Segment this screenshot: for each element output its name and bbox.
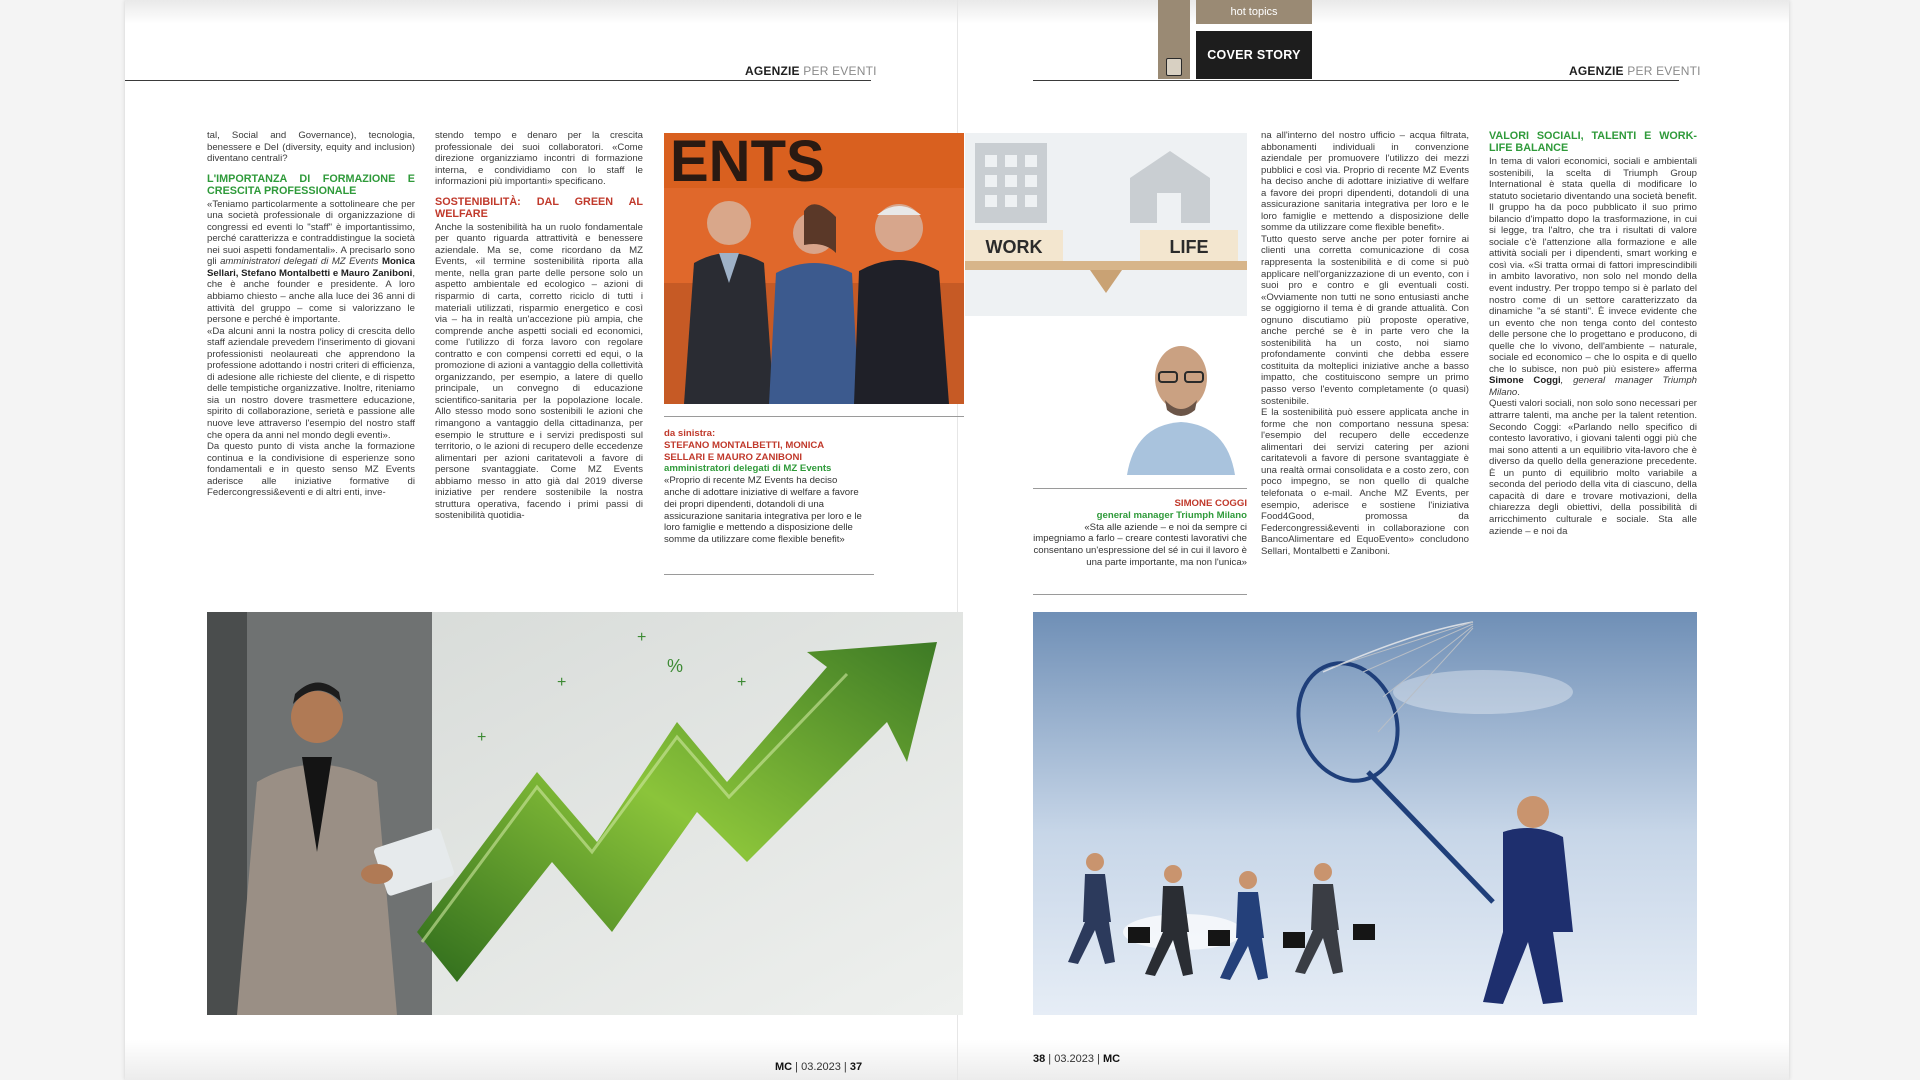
svg-text:+: + xyxy=(477,729,487,746)
svg-text:+: + xyxy=(557,674,567,691)
cover-story-tag: COVER STORY xyxy=(1196,31,1312,79)
folio-right: 38 | 03.2023 | MC xyxy=(1033,1053,1121,1065)
work-life-image xyxy=(965,133,1247,316)
header-rule-right xyxy=(1033,80,1679,81)
life-label: LIFE xyxy=(1169,237,1209,257)
svg-text:+: + xyxy=(737,674,747,691)
svg-text:%: % xyxy=(667,656,684,676)
photo-sign-text: ENTS xyxy=(670,133,825,194)
section-heading: VALORI SOCIALI, TALENTI E WORK-LIFE BALANCE xyxy=(1489,130,1697,154)
coggi-caption-rule-bottom xyxy=(1033,594,1247,595)
section-heading: SOSTENIBILITÀ: DAL GREEN AL WELFARE xyxy=(435,195,643,220)
magazine-spread xyxy=(125,0,1789,1080)
coggi-caption: SIMONE COGGI general manager Triumph Milano «Sta alle aziende – e noi da sempre ci impegniamo a farlo – creare contesti lavorativi che consentano un'espressione del sé in cui il lavoro è una parte importante, ma non l'unica» xyxy=(1033,498,1247,568)
executives-photo xyxy=(664,133,964,404)
coggi-caption-rule xyxy=(1033,488,1247,489)
photo-caption: da sinistra: STEFANO MONTALBETTI, MONICA SELLARI E MAURO ZANIBONI amministratori delegati di MZ Events «Proprio di recente MZ Events ha deciso anche di adottare iniziative di welfare a favore dei propri dipendenti, dotandoli di una assicurazione sanitaria integrativa per loro e le loro famiglie e mettendo a disposizione delle somme da utilizzare come flexible benefit» xyxy=(664,428,862,546)
growth-arrow-image xyxy=(207,612,963,1015)
work-label: WORK xyxy=(985,237,1043,257)
talent-net-image xyxy=(1033,612,1697,1015)
coggi-portrait xyxy=(1115,330,1247,475)
svg-text:+: + xyxy=(637,629,647,646)
header-rule-left xyxy=(125,80,871,81)
caption-rule-bottom xyxy=(664,574,874,575)
caption-rule xyxy=(664,416,964,417)
page-icon xyxy=(1166,58,1182,76)
article-column-5: VALORI SOCIALI, TALENTI E WORK-LIFE BALANCE In tema di valori economici, sociali e ambientali sostenibili, la scelta di Triumph Group International è stata quella di modificare lo statuto societario diventando una società benefit. Il gruppo ha da poco pubblicato il suo primo bilancio d'impatto dopo la trasformazione, in cui si legge, tra l'altro, che tra i risultati di valore sociale c'è l'attenzione alla formazione e alle attività sociali per i dipendenti, smart working e così via. «Si tratta ormai di fattori imprescindibili in ambito lavorativo, non solo nel mondo della event industry. Per troppo tempo si è parlato del nostro come di un settore caratterizzato da dinamiche "a sé stanti". È invece evidente che un evento che non tenga conto del contesto delle persone che lo progettano e producono, di quelle che lo vivono, dell'ambiente – naturale, sociale ed economico – che lo ospita e di quello che lo subisce, non può più esistere» afferma Simone Coggi, general manager Triumph Milano. Questi valori sociali, non solo sono necessari per attrarre talenti, ma anche per la talent retention. Secondo Coggi: «Parlando nello specifico di contesto lavorativo, i giovani talenti oggi più che mai sono attenti a un equilibrio vita-lavoro che è diverso da quello della generazione precedente. È un punto di equilibrio molto variabile a seconda del periodo della vita di ciascuno, della capacità di dare e trovare motivazioni, della chiarezza degli obiettivi, della possibilità di arricchimento culturale e sociale. Sta alle aziende – e noi da xyxy=(1489,130,1697,537)
section-heading: L'IMPORTANZA DI FORMAZIONE E CRESCITA PROFESSIONALE xyxy=(207,172,415,197)
article-column-1: tal, Social and Governance), tecnologia, benessere e DeI (diversity, equity and inclusion) diventano centrali? L'IMPORTANZA DI FORMAZIONE E CRESCITA PROFESSIONALE «Teniamo particolarmente a sottolineare che per una società professionale di organizzazione di congressi ed eventi lo "staff" è importantissimo, perché caratterizza e contraddistingue la società nei suoi aspetti fondamentali». A precisarlo sono gli amministratori delegati di MZ Events Monica Sellari, Stefano Montalbetti e Mauro Zaniboni, che è anche founder e presidente. A loro abbiamo chiesto – anche alla luce dei 36 anni di attività del gruppo – come si valorizzano le persone e perché è importante. «Da alcuni anni la nostra policy di crescita dello staff aziendale prevedem l'inserimento di giovani professionisti neolaureati che apprendono la professione adottando i nostri criteri di efficienza, di adesione alle richieste del cliente, e di rispetto delle tempistiche organizzative. Inoltre, riteniamo sia un nostro dovere trasmettere educazione, spirito di collaborazione, serietà e passione alle nuove leve attraverso l'esempio del nostro staff che opera da anni nel mondo degli eventi». Da questo punto di vista anche la formazione continua e la condivisione di esperienze sono fondamentali e in questo senso MZ Events aderisce alle iniziative formative di Federcongressi&eventi e di altri enti, inve- xyxy=(207,130,415,499)
running-header-right: AGENZIE PER EVENTI xyxy=(1569,64,1701,78)
running-header-left: AGENZIE PER EVENTI xyxy=(745,64,877,78)
hot-topics-tag: hot topics xyxy=(1196,0,1312,24)
article-column-4: na all'interno del nostro ufficio – acqua filtrata, abbonamenti individuali in convenzione aziendale per promuovere l'utilizzo dei mezzi pubblici e così via. Proprio di recente MZ Events ha deciso anche di adottare iniziative di welfare a favore dei propri dipendenti, dotandoli di una assicurazione sanitaria integrativa per loro e le loro famiglie e mettendo a disposizione delle somme da utilizzare come flexible benefit». Tutto questo serve anche per poter fornire ai clienti una corretta comunicazione di cosa rappresenta la sostenibilità e di come si può applicare nell'organizzazione di un evento, con i suoi pro e contro e gli eventuali costi. «Ovviamente non tutti ne sono entusiasti anche se oggigiorno il tema è di grande attualità. Con ognuno discutiamo più proposte operative, anche perché se è in parte vero che la sostenibilità ha un costo, noi siamo profondamente convinti che debba essere costituita da molteplici iniziative anche a basso impatto, che costituiscono sempre un primo passo verso l'evento completamente (o quasi) sostenibile. E la sostenibilità può essere applicata anche in forme che non comportano nessuna spesa: l'esempio del recupero delle eccedenze alimentari dei servizi catering per azioni caritatevoli a favore di persone svantaggiate è una realtà ormai consolidata e a costo zero, con poco impegno, se non quello di qualche telefonata o e-mail. Anche MZ Events, per esempio, aderisce e sostiene l'iniziativa Food4Good, promossa da Federcongressi&eventi in collaborazione con BancoAlimentare ed EquoEvento» concludono Sellari, Montalbetti e Zaniboni. xyxy=(1261,130,1469,557)
folio-left: MC | 03.2023 | 37 xyxy=(775,1061,863,1073)
article-column-2: stendo tempo e denaro per la crescita professionale dei suoi collaboratori. «Come direzione organizziamo incontri di formazione interna, e condividiamo con lo staff le informazioni più importanti» specificano. SOSTENIBILITÀ: DAL GREEN AL WELFARE Anche la sostenibilità ha un ruolo fondamentale per quanto riguarda attrattività e benessere aziendale. Ma se, come ricordano da MZ Events, «il termine sostenibilità riporta alla mente, nella gran parte delle persone solo un aspetto ambientale ed ecologico – azioni di risparmio di carta, corretto riciclo di tutti i materiali utilizzati, risparmio energetico e così via – ha in realtà un'accezione più ampia, che comprende anche aspetti sociali ed economici, come l'utilizzo di forza lavoro con regolare contratto e con compensi corretti ed equi, o la promozione di azioni a vantaggio della collettività organizzando, per esempio, a latere di quello principale, un convegno di educazione scientifico-sanitaria per la popolazione locale. Allo stesso modo sono sostenibili le azioni che rimangono a vantaggio della cittadinanza, per esempio le strutture e i servizi predisposti sul territorio, o le azioni di recupero delle eccedenze alimentari per azioni caritatevoli a favore di persone svantaggiate. Come MZ Events abbiamo messo in atto già dal 2019 diverse iniziative per rendere sostenibile la nostra struttura operativa, facendo i primi passi di sostenibilità quotidia- xyxy=(435,130,643,522)
